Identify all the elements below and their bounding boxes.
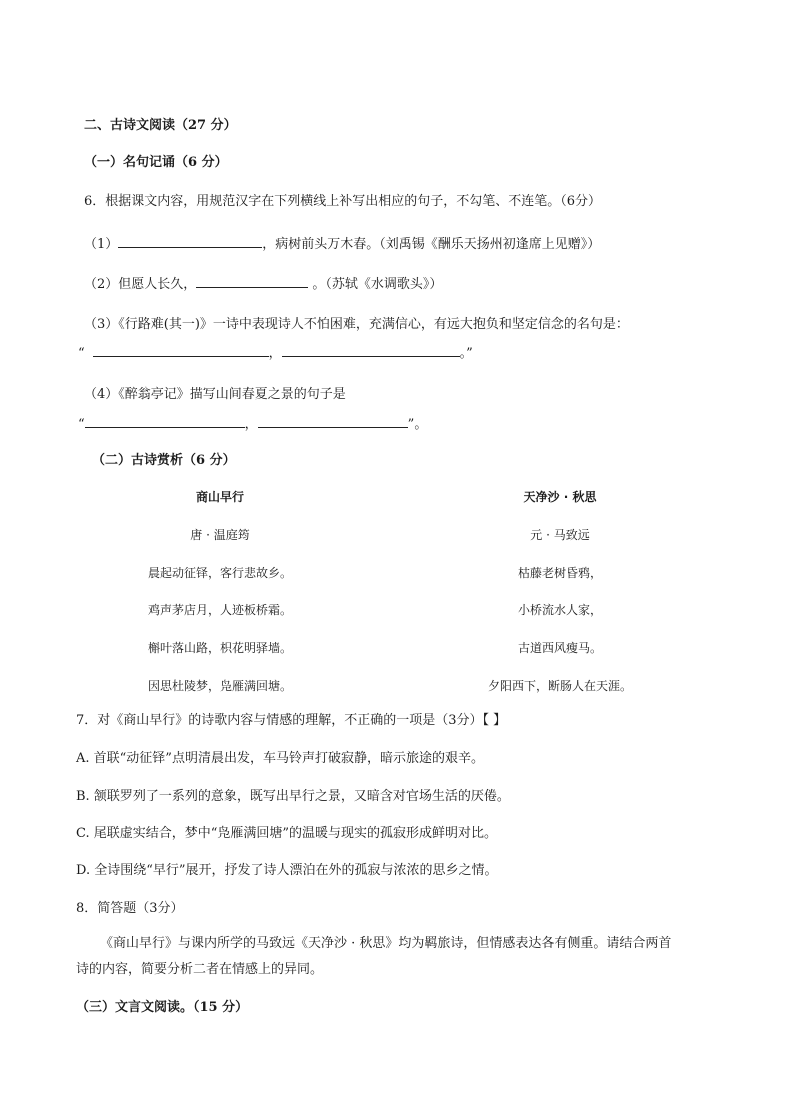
poem1-title: 商山早行 <box>195 490 244 504</box>
poem2-title: 天净沙 · 秋思 <box>523 490 597 504</box>
q6-stem: 6．根据课文内容，用规范汉字在下列横线上补写出相应的句子，不勾笔、不连笔。（6分） <box>84 194 602 209</box>
q6-item3-blank2[interactable] <box>282 343 460 357</box>
q8-body-line2: 诗的内容，简要分析二者在情感上的异同。 <box>76 962 324 977</box>
poem1-line: 鸡声茅店月，人迹板桥霜。 <box>147 603 292 617</box>
q6-item4-mid: ， <box>244 417 258 432</box>
q6-item4-open: “ <box>78 417 85 432</box>
poem1-author: 唐 · 温庭筠 <box>190 528 250 542</box>
poem2-line: 枯藤老树昏鸦， <box>517 566 602 580</box>
q6-item4-close: ”。 <box>407 417 428 432</box>
q6-item3-close: 。” <box>459 346 473 361</box>
q6-item3-mid: ， <box>268 346 282 361</box>
poem2-author: 元 · 马致远 <box>530 528 590 542</box>
q6-item3-answer <box>78 343 473 363</box>
q6-item2-suffix: 。（苏轼《水调歌头》） <box>308 277 443 292</box>
q8-stem: 8．简答题（3分） <box>76 901 184 916</box>
q6-item1 <box>84 234 600 254</box>
poem2-line: 古道西风瘦马。 <box>517 641 602 655</box>
q6-item3-blank1[interactable] <box>93 343 269 357</box>
poem2-line: 小桥流水人家， <box>517 603 602 617</box>
q6-item2-blank[interactable] <box>196 274 308 288</box>
poem1-line: 晨起动征铎，客行悲故乡。 <box>147 566 292 580</box>
q6-item1-blank[interactable] <box>118 234 262 248</box>
q7-option-c[interactable]: C. 尾联虚实结合，梦中“凫雁满回塘”的温暖与现实的孤寂形成鲜明对比。 <box>76 826 498 841</box>
q7-option-d[interactable]: D. 全诗围绕“早行”展开，抒发了诗人漂泊在外的孤寂与浓浓的思乡之情。 <box>76 863 498 878</box>
q6-item4-blank2[interactable] <box>258 414 408 428</box>
section-heading: 二、古诗文阅读（27 分） <box>84 118 237 133</box>
poem1-line: 因思杜陵梦，凫雁满回塘。 <box>147 679 292 693</box>
q7-stem: 7．对《商山早行》的诗歌内容与情感的理解，不正确的一项是（3分）【 】 <box>76 713 507 728</box>
q7-option-b[interactable]: B. 颔联罗列了一系列的意象，既写出早行之景，又暗含对官场生活的厌倦。 <box>76 789 510 804</box>
q7-option-a[interactable]: A. 首联“动征铎”点明清晨出发，车马铃声打破寂静，暗示旅途的艰辛。 <box>76 751 484 766</box>
q6-item4-answer <box>78 414 427 434</box>
q6-item3-stem: （3）《行路难(其一)》一诗中表现诗人不怕困难，充满信心，有远大抱负和坚定信念的名句是： <box>84 317 629 332</box>
q6-item2-prefix: （2）但愿人长久， <box>84 277 197 292</box>
q6-item1-prefix: （1） <box>84 237 119 252</box>
q6-item1-suffix: ，病树前头万木春。（刘禹锡《酬乐天扬州初逢席上见赠》） <box>262 237 601 252</box>
q6-item4-blank1[interactable] <box>85 414 245 428</box>
q6-item2 <box>84 274 442 294</box>
poem2-line: 夕阳西下，断肠人在天涯。 <box>487 679 632 693</box>
part2-heading: （二）古诗赏析（6 分） <box>92 453 236 468</box>
part1-heading: （一）名句记诵（6 分） <box>84 155 228 170</box>
poem1-line: 槲叶落山路，枳花明驿墙。 <box>147 641 292 655</box>
q8-body-line1: 《商山早行》与课内所学的马致远《天净沙 · 秋思》均为羁旅诗，但情感表达各有侧重。请结合两首 <box>100 936 672 951</box>
q6-item3-open: “ <box>78 346 85 361</box>
q6-item4-stem: （4）《醉翁亭记》描写山间春夏之景的句子是 <box>84 387 346 402</box>
part3-heading: （三）文言文阅读。（15 分） <box>76 1000 249 1015</box>
